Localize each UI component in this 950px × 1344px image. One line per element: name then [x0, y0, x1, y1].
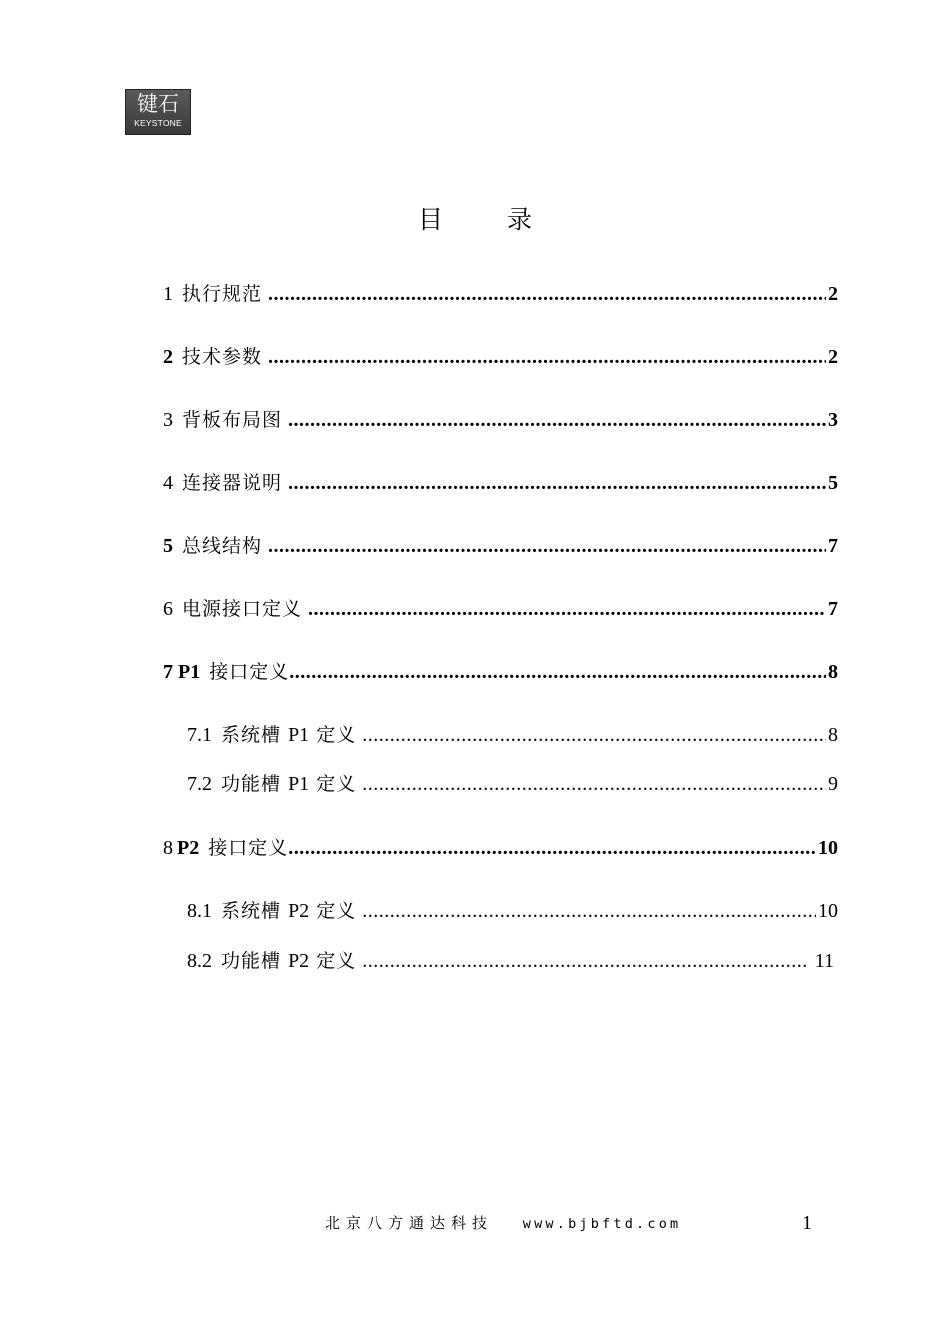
toc-entry-1[interactable]: [163, 282, 838, 306]
toc-entry-number: 5: [163, 535, 173, 557]
keystone-logo: [125, 89, 191, 135]
toc-entry-8[interactable]: [163, 836, 838, 860]
toc-entry-label: 电源接口定义: [182, 598, 303, 620]
toc-entry-number: 7 P1: [163, 661, 201, 683]
toc-entry-page: 5: [828, 472, 838, 494]
toc-leader-dots: [362, 723, 826, 747]
toc-entry-label: 功能槽 P2 定义: [221, 950, 357, 972]
toc-entry-page: 11: [814, 950, 834, 972]
page-number: 1: [802, 1212, 812, 1234]
page-title: 目 录: [418, 205, 560, 234]
toc-leader-dots: [268, 534, 826, 558]
toc-entry-number: 2: [163, 346, 173, 368]
toc-entry-7-1[interactable]: [187, 723, 838, 747]
toc-leader-dots: [288, 471, 826, 495]
toc-leader-dots: [362, 899, 816, 923]
toc-entry-page: 8: [828, 724, 838, 746]
toc-entry-label: 接口定义: [209, 661, 290, 683]
toc-entry-number: 8.2: [187, 950, 212, 972]
toc-entry-label: 背板布局图: [182, 409, 283, 431]
toc-entry-number: 6: [163, 598, 173, 620]
toc-entry-5[interactable]: [163, 534, 838, 558]
toc-leader-dots: [268, 345, 826, 369]
footer-company: 北京八方通达科技: [325, 1214, 494, 1232]
toc-entry-number: 8.1: [187, 900, 212, 922]
toc-leader-dots: [288, 408, 826, 432]
toc-entry-8-1[interactable]: [187, 899, 838, 923]
logo-english-text: KEYSTONE: [134, 118, 182, 128]
toc-entry-label: 系统槽 P2 定义: [221, 900, 357, 922]
toc-entry-7[interactable]: [163, 660, 838, 684]
page-footer: [325, 1212, 681, 1233]
toc-entry-page: 2: [828, 283, 838, 305]
toc-entry-page: 10: [818, 837, 838, 859]
toc-entry-label: 接口定义: [208, 837, 289, 859]
toc-leader-dots: [308, 597, 826, 621]
toc-entry-page: 7: [828, 535, 838, 557]
toc-leader-dots: [288, 836, 816, 860]
toc-entry-4[interactable]: [163, 471, 838, 495]
logo-chinese-text: 键石: [137, 92, 179, 116]
toc-entry-3[interactable]: [163, 408, 838, 432]
toc-entry-label: 总线结构: [182, 535, 263, 557]
toc-entry-page: 10: [818, 900, 838, 922]
toc-entry-number-latin: P2: [177, 837, 200, 859]
toc-entry-page: 2: [828, 346, 838, 368]
toc-entry-2[interactable]: [163, 345, 838, 369]
toc-entry-number: 1: [163, 283, 173, 305]
toc-entry-page: 9: [828, 773, 838, 795]
toc-entry-8-2[interactable]: [187, 949, 834, 973]
toc-entry-label: 功能槽 P1 定义: [221, 773, 357, 795]
toc-entry-7-2[interactable]: [187, 772, 838, 796]
toc-entry-number: 8: [163, 837, 173, 859]
toc-entry-label: 执行规范: [182, 283, 263, 305]
toc-leader-dots: [362, 949, 806, 973]
toc-entry-page: 7: [828, 598, 838, 620]
toc-entry-label: 连接器说明: [182, 472, 283, 494]
toc-entry-number: 7.1: [187, 724, 212, 746]
toc-entry-label: 技术参数: [182, 346, 263, 368]
toc-leader-dots: [268, 282, 826, 306]
toc-entry-number: 4: [163, 472, 173, 494]
toc-leader-dots: [362, 772, 826, 796]
toc-leader-dots: [289, 660, 826, 684]
footer-url: www.bjbftd.com: [522, 1216, 682, 1232]
toc-entry-page: 3: [828, 409, 838, 431]
toc-entry-number: 7.2: [187, 773, 212, 795]
toc-entry-page: 8: [828, 661, 838, 683]
toc-entry-label: 系统槽 P1 定义: [221, 724, 357, 746]
toc-entry-number: 3: [163, 409, 173, 431]
toc-entry-6[interactable]: [163, 597, 838, 621]
